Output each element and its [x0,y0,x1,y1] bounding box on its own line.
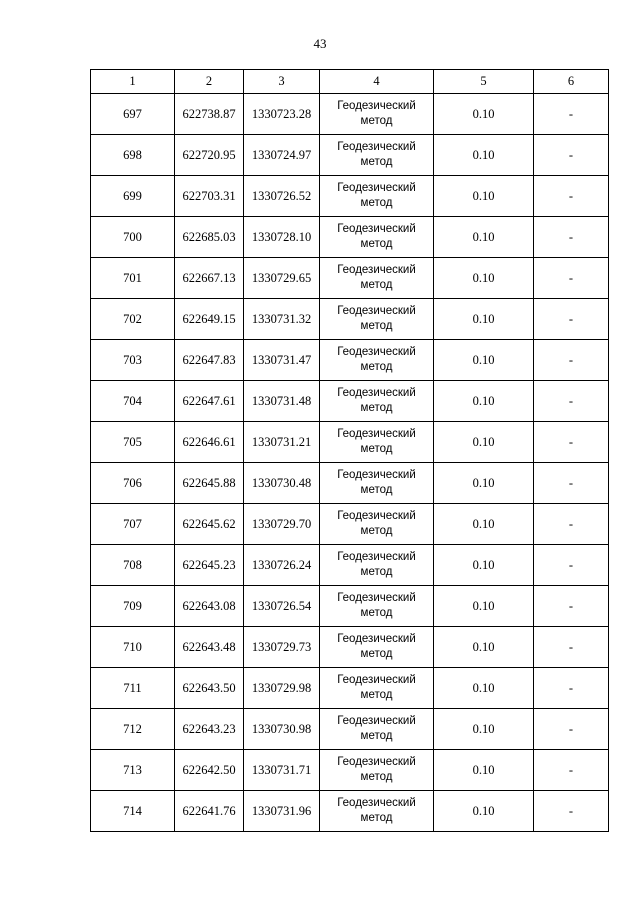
point-number-cell: 707 [91,504,175,545]
method-line-1: Геодезический [337,305,416,317]
table-row [91,586,609,627]
note-cell: - [534,381,609,422]
x-coordinate-cell: 622647.83 [175,340,244,381]
note-cell: - [534,217,609,258]
x-coordinate-cell: 622647.61 [175,381,244,422]
method-cell [320,94,434,135]
method-line-2: метод [360,402,393,414]
y-coordinate-cell: 1330731.32 [244,299,320,340]
method-line-1: Геодезический [337,469,416,481]
accuracy-cell: 0.10 [434,586,534,627]
x-coordinate-cell: 622685.03 [175,217,244,258]
y-coordinate-cell: 1330723.28 [244,94,320,135]
note-cell: - [534,258,609,299]
header-col-3: 3 [244,70,320,94]
method-line-2: метод [360,648,393,660]
table-row [91,258,609,299]
table-row [91,217,609,258]
y-coordinate-cell: 1330730.98 [244,709,320,750]
y-coordinate-cell: 1330731.21 [244,422,320,463]
accuracy-cell: 0.10 [434,504,534,545]
method-cell [320,340,434,381]
method-cell [320,381,434,422]
method-line-1: Геодезический [337,141,416,153]
table-row [91,463,609,504]
accuracy-cell: 0.10 [434,709,534,750]
note-cell: - [534,422,609,463]
method-line-1: Геодезический [337,715,416,727]
point-number-cell: 710 [91,627,175,668]
method-line-1: Геодезический [337,510,416,522]
method-cell [320,217,434,258]
header-col-6: 6 [534,70,609,94]
method-cell [320,750,434,791]
header-col-2: 2 [175,70,244,94]
point-number-cell: 706 [91,463,175,504]
method-line-2: метод [360,566,393,578]
point-number-cell: 704 [91,381,175,422]
table-row [91,627,609,668]
method-line-2: метод [360,197,393,209]
point-number-cell: 697 [91,94,175,135]
x-coordinate-cell: 622643.23 [175,709,244,750]
method-line-2: метод [360,443,393,455]
note-cell: - [534,545,609,586]
point-number-cell: 711 [91,668,175,709]
accuracy-cell: 0.10 [434,627,534,668]
point-number-cell: 699 [91,176,175,217]
y-coordinate-cell: 1330731.96 [244,791,320,832]
accuracy-cell: 0.10 [434,791,534,832]
method-line-1: Геодезический [337,428,416,440]
method-line-1: Геодезический [337,674,416,686]
note-cell: - [534,750,609,791]
point-number-cell: 714 [91,791,175,832]
note-cell: - [534,791,609,832]
method-line-1: Геодезический [337,182,416,194]
y-coordinate-cell: 1330731.71 [244,750,320,791]
point-number-cell: 705 [91,422,175,463]
y-coordinate-cell: 1330726.54 [244,586,320,627]
table-row [91,791,609,832]
method-line-2: метод [360,689,393,701]
method-line-1: Геодезический [337,387,416,399]
x-coordinate-cell: 622643.50 [175,668,244,709]
method-line-1: Геодезический [337,100,416,112]
method-cell [320,258,434,299]
table-row [91,422,609,463]
method-cell [320,176,434,217]
method-line-1: Геодезический [337,223,416,235]
method-cell [320,299,434,340]
point-number-cell: 698 [91,135,175,176]
method-line-2: метод [360,279,393,291]
method-line-1: Геодезический [337,756,416,768]
y-coordinate-cell: 1330726.24 [244,545,320,586]
x-coordinate-cell: 622643.48 [175,627,244,668]
table-row [91,709,609,750]
x-coordinate-cell: 622645.62 [175,504,244,545]
y-coordinate-cell: 1330731.47 [244,340,320,381]
page-number: 43 [313,36,327,51]
accuracy-cell: 0.10 [434,463,534,504]
accuracy-cell: 0.10 [434,176,534,217]
method-cell [320,627,434,668]
method-line-2: метод [360,525,393,537]
method-cell [320,463,434,504]
method-cell [320,545,434,586]
x-coordinate-cell: 622642.50 [175,750,244,791]
table-row [91,299,609,340]
point-number-cell: 703 [91,340,175,381]
method-line-2: метод [360,771,393,783]
method-line-1: Геодезический [337,346,416,358]
header-col-4: 4 [320,70,434,94]
method-line-2: метод [360,156,393,168]
accuracy-cell: 0.10 [434,750,534,791]
method-line-1: Геодезический [337,633,416,645]
x-coordinate-cell: 622703.31 [175,176,244,217]
method-line-1: Геодезический [337,592,416,604]
y-coordinate-cell: 1330728.10 [244,217,320,258]
point-number-cell: 709 [91,586,175,627]
point-number-cell: 702 [91,299,175,340]
method-line-2: метод [360,361,393,373]
x-coordinate-cell: 622646.61 [175,422,244,463]
note-cell: - [534,299,609,340]
method-line-2: метод [360,812,393,824]
method-line-2: метод [360,484,393,496]
table-row [91,381,609,422]
accuracy-cell: 0.10 [434,545,534,586]
y-coordinate-cell: 1330729.98 [244,668,320,709]
y-coordinate-cell: 1330729.65 [244,258,320,299]
table-header-row [91,70,609,94]
x-coordinate-cell: 622645.23 [175,545,244,586]
method-line-1: Геодезический [337,264,416,276]
table-row [91,176,609,217]
point-number-cell: 708 [91,545,175,586]
y-coordinate-cell: 1330729.73 [244,627,320,668]
table-row [91,135,609,176]
coordinates-table [90,69,609,832]
y-coordinate-cell: 1330729.70 [244,504,320,545]
accuracy-cell: 0.10 [434,340,534,381]
y-coordinate-cell: 1330724.97 [244,135,320,176]
table-row [91,94,609,135]
x-coordinate-cell: 622720.95 [175,135,244,176]
method-cell [320,422,434,463]
method-line-1: Геодезический [337,797,416,809]
x-coordinate-cell: 622641.76 [175,791,244,832]
note-cell: - [534,135,609,176]
method-cell [320,504,434,545]
method-cell [320,791,434,832]
note-cell: - [534,94,609,135]
point-number-cell: 712 [91,709,175,750]
point-number-cell: 701 [91,258,175,299]
y-coordinate-cell: 1330726.52 [244,176,320,217]
note-cell: - [534,340,609,381]
y-coordinate-cell: 1330730.48 [244,463,320,504]
table-row [91,750,609,791]
method-line-2: метод [360,607,393,619]
method-cell [320,709,434,750]
method-cell [320,135,434,176]
x-coordinate-cell: 622643.08 [175,586,244,627]
table-row [91,340,609,381]
table-row [91,545,609,586]
point-number-cell: 700 [91,217,175,258]
note-cell: - [534,709,609,750]
note-cell: - [534,504,609,545]
method-line-2: метод [360,320,393,332]
y-coordinate-cell: 1330731.48 [244,381,320,422]
note-cell: - [534,627,609,668]
x-coordinate-cell: 622649.15 [175,299,244,340]
method-line-2: метод [360,115,393,127]
accuracy-cell: 0.10 [434,668,534,709]
accuracy-cell: 0.10 [434,94,534,135]
table-row [91,504,609,545]
header-col-1: 1 [91,70,175,94]
accuracy-cell: 0.10 [434,258,534,299]
note-cell: - [534,586,609,627]
method-cell [320,668,434,709]
accuracy-cell: 0.10 [434,299,534,340]
note-cell: - [534,668,609,709]
method-line-2: метод [360,238,393,250]
method-line-2: метод [360,730,393,742]
x-coordinate-cell: 622738.87 [175,94,244,135]
x-coordinate-cell: 622667.13 [175,258,244,299]
accuracy-cell: 0.10 [434,381,534,422]
point-number-cell: 713 [91,750,175,791]
accuracy-cell: 0.10 [434,135,534,176]
method-line-1: Геодезический [337,551,416,563]
accuracy-cell: 0.10 [434,422,534,463]
table-body [91,94,609,832]
header-col-5: 5 [434,70,534,94]
note-cell: - [534,463,609,504]
accuracy-cell: 0.10 [434,217,534,258]
table-row [91,668,609,709]
note-cell: - [534,176,609,217]
method-cell [320,586,434,627]
x-coordinate-cell: 622645.88 [175,463,244,504]
